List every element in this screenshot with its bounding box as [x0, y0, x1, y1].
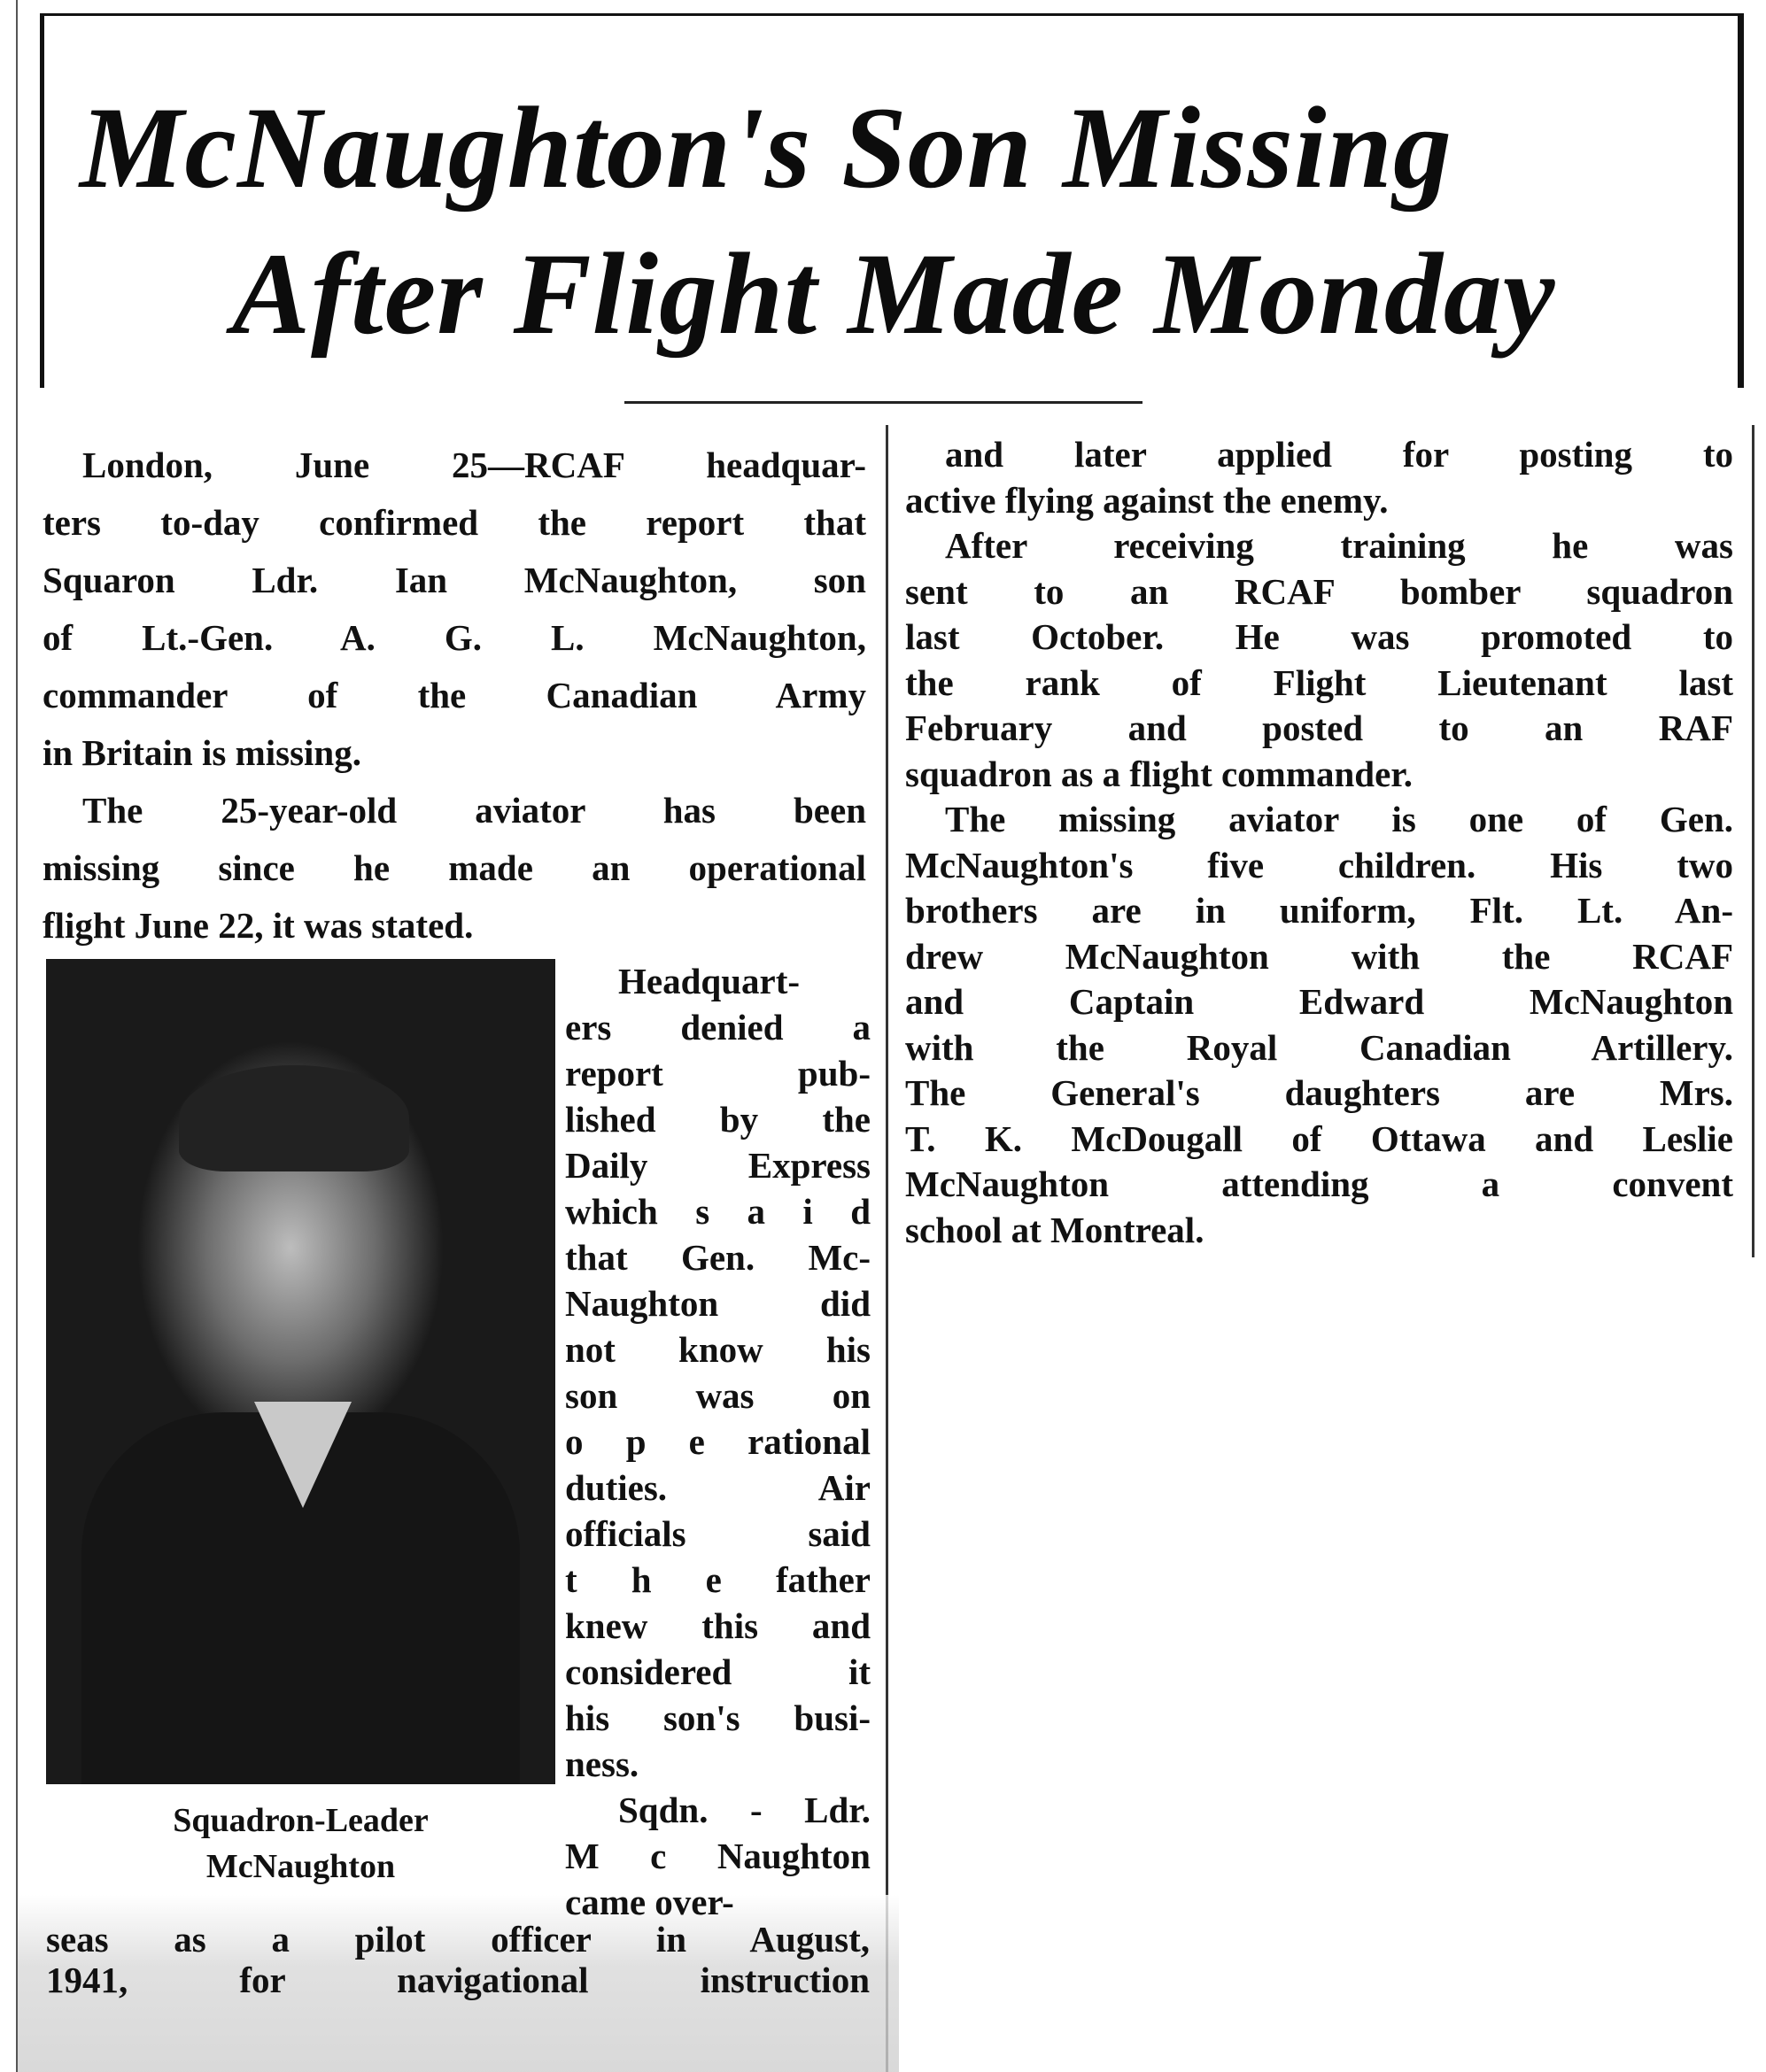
- text-line: Headquart-: [618, 961, 800, 1001]
- text-line: that Gen. Mc-: [565, 1237, 871, 1278]
- text-line: The 25-year-old aviator has been: [82, 790, 866, 831]
- text-line: t h e father: [565, 1559, 871, 1600]
- text-line: Naughton did: [565, 1283, 871, 1324]
- headline-rule: [624, 401, 1142, 404]
- text-line: o p e rational: [565, 1421, 871, 1462]
- text-line: February and posted to an RAF: [905, 707, 1733, 748]
- text-line: lished by the: [565, 1099, 871, 1140]
- headline-line-2: After Flight Made Monday: [232, 228, 1556, 359]
- text-line: the rank of Flight Lieutenant last: [905, 661, 1733, 703]
- text-line: London, June 25—RCAF headquar-: [82, 445, 866, 485]
- text-line: The missing aviator is one of Gen.: [945, 799, 1733, 839]
- text-line: 1941, for navigational instruction: [46, 1960, 870, 2000]
- text-line: not know his: [565, 1329, 871, 1370]
- headline-line-1: McNaughton's Son Missing: [80, 82, 1452, 213]
- text-line: knew this and: [565, 1605, 871, 1646]
- text-line: missing since he made an operational: [43, 847, 866, 888]
- text-line: ness.: [565, 1743, 639, 1784]
- text-line: of Lt.-Gen. A. G. L. McNaughton,: [43, 617, 866, 658]
- text-line: considered it: [565, 1651, 871, 1692]
- text-line: McNaughton's five children. His two: [905, 844, 1733, 885]
- photo-cap: [179, 1065, 409, 1171]
- text-line: McNaughton attending a convent: [905, 1164, 1733, 1204]
- text-line: M c Naughton: [565, 1836, 871, 1876]
- text-line: sent to an RCAF bomber squadron: [905, 570, 1733, 612]
- column-divider: [886, 425, 888, 2072]
- text-line: ers denied a: [565, 1007, 871, 1048]
- right-column-rule: [1752, 425, 1754, 1257]
- text-line: his son's busi-: [565, 1697, 871, 1738]
- text-line: duties. Air: [565, 1467, 871, 1508]
- text-line: Sqdn. - Ldr.: [618, 1790, 871, 1830]
- text-line: last October. He was promoted to: [905, 616, 1733, 657]
- text-line: brothers are in uniform, Flt. Lt. An-: [905, 890, 1733, 931]
- text-line: squadron as a flight commander.: [905, 753, 1413, 794]
- text-line: active flying against the enemy.: [905, 479, 1389, 521]
- text-line: T. K. McDougall of Ottawa and Leslie: [905, 1117, 1733, 1159]
- text-line: ters to-day confirmed the report that: [43, 502, 866, 543]
- text-line: officials said: [565, 1513, 871, 1554]
- text-line: drew McNaughton with the RCAF: [905, 935, 1733, 977]
- text-line: son was on: [565, 1375, 871, 1416]
- text-line: After receiving training he was: [945, 525, 1733, 566]
- text-line: school at Montreal.: [905, 1209, 1204, 1250]
- text-line: which s a i d: [565, 1191, 871, 1232]
- text-line: in Britain is missing.: [43, 732, 361, 773]
- text-line: Daily Express: [565, 1145, 871, 1186]
- text-line: report pub-: [565, 1053, 871, 1094]
- page-edge-rule: [16, 0, 18, 2072]
- portrait-photo: [46, 959, 555, 1784]
- text-line: and Captain Edward McNaughton: [905, 981, 1733, 1022]
- text-line: commander of the Canadian Army: [43, 675, 866, 715]
- text-line: came over-: [565, 1882, 734, 1922]
- photo-caption-line-2: McNaughton: [205, 1848, 396, 1885]
- photo-caption-line-1: Squadron-Leader: [173, 1802, 429, 1839]
- text-line: Squaron Ldr. Ian McNaughton, son: [43, 560, 866, 600]
- text-line: with the Royal Canadian Artillery.: [905, 1026, 1733, 1068]
- text-line: flight June 22, it was stated.: [43, 905, 474, 946]
- text-line: seas as a pilot officer in August,: [46, 1919, 870, 1960]
- text-line: and later applied for posting to: [945, 434, 1733, 475]
- text-line: The General's daughters are Mrs.: [905, 1072, 1733, 1113]
